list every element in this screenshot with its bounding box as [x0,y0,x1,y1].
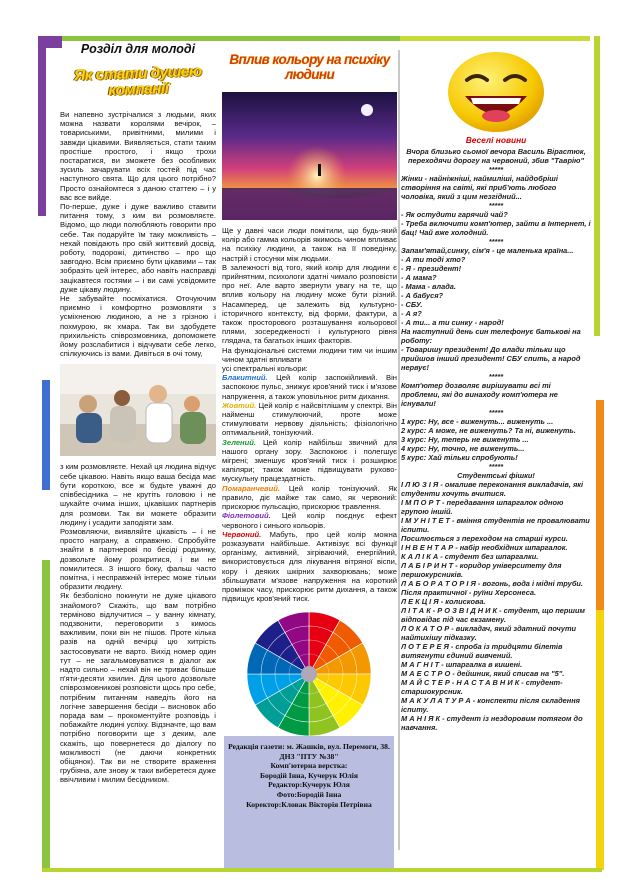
color-effect-text: Цей колір тонізуючий. Як правило, діє майже так само, як червоний: прискорює пульсацію, прискорює травлення. [222,483,397,512]
joke-line: Посилюється з переходом на старші курси. [401,534,568,543]
youth-article-paragraph: Розмовляючи, виявляйте цікавість – і не просто награну, а справжню. Спробуйте знайти в партнерові по бесіді родзинку, дозвольте йому розкритися, і ви не помилитеся. З іншого боку, фальш часто помітна, і несправжній інтерес може тільки образити людину. [60,526,216,592]
group-conversation-photo [60,364,216,456]
color-effect-item [222,401,397,438]
jokes-list [401,147,591,732]
joke-line: Л О Т Е Р Е Я - спроба із тридцяти білетів витягнути єдиний вивчений. [401,642,563,660]
color-effect-item [222,530,397,604]
joke-line: І Н В Е Н Т А Р - набір необхідних шпаргалок. [401,543,568,552]
joke-line: Комп'ютер дозволяє вирішувати всі ті проблеми, які до винаходу комп'ютера не існували! [401,381,558,408]
youth-article-column [60,40,216,870]
border-bar-left-green [42,560,50,870]
joke-line: - Товаришу президент! До влади тільки що прийшов інший президент! СБУ спить, а народ нервує! [401,345,581,372]
color-effect-name: Червоний. [222,529,262,539]
joke-line: Студентські фішки! [457,471,535,480]
jokes-column [401,40,591,870]
joke-line: І М П О Р Т - передавання шпаргалок одною групою іншій. [401,498,564,516]
credits-photo: Фото:Бородій Інна [276,789,342,799]
color-effect-text: Цей колір заспокійливий. Він заспокоює пульс, знижує кров'яний тиск і м'язове напруження, а також уповільнює ритм дихання. [222,373,397,401]
color-effect-name: Жовтий. [222,400,257,410]
credits-layout-label: Комп'ютерна верстка: [270,761,348,771]
color-effect-name: Помаранчевий. [222,483,281,493]
color-effect-item [222,438,397,484]
joke-line: І М У Н І Т Е Т - вміння студентів не провалювати іспити. [401,516,590,534]
joke-line: М А Г Н І Т - шпаргалка в кишені. [401,660,523,669]
border-bar-right-yellow [596,610,604,870]
joke-line: Л Е К Ц І Я - колискова. [401,597,486,606]
color-effect-item [222,484,397,512]
credits-address: Редакція газети: м. Жашків, вул. Перемоги, 38. ДНЗ "ПТУ №38" [228,742,390,761]
color-effect-text: Цей колір поєднує ефект червоного і синього кольорів. [222,511,397,530]
colorful-sunset-photo [222,92,397,220]
joke-line: 2 курс: А може, не виженуть? Та ні, виженуть. [401,426,576,435]
color-effect-name: Зелений. [222,437,257,447]
joke-line: Вчора близько сьомої вечора Василь Вірастюк, переходячи дорогу на червоний, збив "Таврію" [406,147,586,165]
color-wheel-center [301,666,317,682]
column-divider-2 [398,50,400,850]
joke-line: ***** [488,201,504,210]
joke-line: ***** [488,462,504,471]
color-effect-text: Мабуть, про цей колір можна розказувати найбільше. Активізує всі функції організму, активний, зігріваючий, енергійний, використовується для лікування вітряної віспи, кору і деяких шкірних захворювань; може збільшувати м'язове напруження на короткий проміжок часу, прискорює ритм дихання, а також підвищує кров'яний тиск. [222,529,397,604]
joke-line: - Мама - влада. [401,282,456,291]
border-bar-left-blue [42,380,50,490]
youth-article-paragraph: з ким розмовляєте. Нехай ця людина відчує себе цікавою. Навіть якщо ваша бесіда має бути короткою, все ж будьте уважні до співбесідника – не крутіть головою і не шукайте очима інших, цікавіших партнерів для розмови. Так ви можете образити людину і усадити заподіяти зам. [60,462,216,527]
color-effects-list [222,373,397,603]
joke-line: Л А Б І Р И Н Т - коридор університету для першокурсників. [401,561,562,579]
youth-article-paragraph: Ви напевно зустрічалися з людьми, яких можна назвати королями вечірок, – товариськими, привітними, милими і завжди цікавими. Виявляється, стати таким простіше простого, і якщо трохи постаратися, ви зможете без особливих зусиль зачарувати всіх гостей під час наступного свята. Що для цього потрібно? Просто ознайомтеся з даною статтею – і у вас все вийде. [60,110,216,202]
joke-line: 3 курс: Ну, теперь не виженуть ... [401,435,529,444]
joke-line: Жінки - найніжніші, наймиліші, найдобріші створіння на світі, які прибʼють любого чоловіка, який з цим незгідний... [401,174,558,201]
border-bar-right-orange [596,400,604,610]
joke-line: 1 курс: Ну, все - виженуть... виженуть ... [401,417,554,426]
joke-line: - А ти... а ти синку - народ! [401,318,504,327]
joke-line: М А К У Л А Т У Р А - конспекти після складення іспиту. [401,696,581,714]
joke-line: 5 курс: Хай тільки спробують! [401,453,518,462]
youth-article-headline: Як стати душею компанії [73,62,202,100]
credits-editor: Редактор:Кучерук Юля [268,780,350,790]
joke-line: - А я? [401,309,422,318]
joke-line: ***** [488,237,504,246]
editorial-credits [224,736,394,868]
joke-line: - Треба включити комп'ютер, зайти в Інтернет, і бац! Чай вже холодний. [401,219,591,237]
joke-line: 4 курс: Ну, точно, не виженуть... [401,444,525,453]
joke-line: - СБУ. [401,300,423,309]
joke-line: Л І Т А К - Р О З В І Д Н И К - студент, що першим відповідає під час екзамену. [401,606,585,624]
joke-line: - А ти тоді хто? [401,255,466,264]
laughing-smiley-icon [401,48,591,134]
joke-line: - Як остудити гарячий чай? [401,210,508,219]
joke-line: Л А Б О Р А Т О Р І Я - вогонь, вода і мідні труби. Після практичної - руїни Херсонеса. [401,579,583,597]
border-bar-right-green [594,36,600,336]
credits-layout-names: Бородій Інна, Кучерук Юлія [259,770,359,780]
color-effect-text: Цей колір найбільш звичний для нашого органу зору. Заспокоює і полегшує мігрені; зменшує кров'яний тиск і розширює капіляри; також може підвищувати рухово-мускульну працездатність. [222,437,397,484]
color-article-paragraph: усі спектральні кольори: [222,364,308,374]
color-article-paragraph: В залежності від того, який колір для людини є прийнятним, психологи здатні чимало розповісти про неї. Але варто звернути увагу на те, що вплив кольору на людину може бути різний. Насамперед, це залежить від культурно-історичного контексту, від форми, фактури, а також просторового розташування кольорової плями, зосередженості і культурного рівня глядача, та багатьох інших факторів. [222,262,397,346]
joke-line: - Я - президент! [401,264,462,273]
joke-line: К А Л І К А - студент без шпаргалки. [401,552,539,561]
color-effect-name: Блакитний. [222,373,268,383]
color-wheel-illustration [222,609,397,739]
joke-line: - А мама? [401,273,437,282]
color-article-paragraph: На функціональні системи людини тим чи іншим чином здатні впливати [222,345,397,364]
joke-line: ***** [488,165,504,174]
joke-line: Запам'ятай,синку, сім'я - це маленька країна... [401,246,574,255]
youth-article-paragraph: По-перше, дуже і дуже важливо ставити питання тому, з ким ви розмовляєте. Відомо, що люди полюбляють говорити про себе. Так подаруйте їм таку можливість – нехай повідають про свій життєвий досвід, роботу, подорожі, дитинство – про що завгодно. Всім приємно бути цікавими – так зобразіть цей інтерес, або навіть насправді зацікавтеся гостями – і ви самі усвідомите дуже цікаву людину. [60,202,216,294]
youth-article-paragraph: Не забувайте посміхатися. Оточуючим приємно і комфортно розмовляти з усміхненою людиною, а не з грізною і похмурою, як хмара. Так ви здобудете прихильність співрозмовника, допоможете йому розслабитися і відчувати себе легко, спілкуючись із вами. Дивіться в очі тому, [60,294,216,359]
color-effect-name: Фіолетовий. [222,511,271,521]
joke-line: І Л Ю З І Я - омаливе переконання викладачів, які студенти хочуть вчитися. [401,480,584,498]
joke-line: М А Н І Я К - студент із нездоровим потягом до навчання. [401,714,583,732]
color-effect-item [222,511,397,529]
credits-corrector: Коректор:Кловак Вікторія Петрівна [246,799,372,809]
joke-line: - А бабуся? [401,291,444,300]
youth-article-paragraph: Як безболісно покинути не дуже цікавого знайомого? Скажіть, що вам потрібно терміново відлучитися – у ванну кімнату, подзвонити, переговорити з кимось важливим, поки він не пішов. Проте кілька разів на одній вечірці цю хитрість застосовувати не варто. Вихід номер один тут – не загальмовуватися в діалог аж надто сильно – нехай він не триває більше п'яти-десяти хвилин. Для цього дозвольте співрозмовникові розповісти щось про себе, потрібним питанням наведіть його на логічне завершення бесіди – висновок або порада вам – прокоментуйте розповідь і побажайте людині успіху. Відзначте, що вам потрібно поговорити ще з деким, але скажіть, що повернетеся до діалогу по можливості (не даючи конкретних обіцянок). Так ви не створите враження грубіяна, але знову ж таки виберетеся дуже ввічливим і милим бесідником. [60,591,216,785]
color-article-headline: Вплив кольору на психіку людини [229,52,390,82]
border-bar-left-purple [38,36,46,216]
color-article-paragraph: Ще у давні часи люди помітили, що будь-який колір або гамма кольорів якимось чином впливає на психіку людини, а також на її поведінку, настрій і стосунки між людьми. [222,226,397,263]
joke-line: ***** [488,408,504,417]
joke-line: На наступний день син телефонує батькові на роботу: [401,327,581,345]
joke-line: М А Е С Т Р О - дейшник, який списав на "5". [401,669,565,678]
color-effect-text: Цей колір є найсвітлішим у спектрі. Він найменш стимулюючий, проте може стимулювати нервову діяльність; фізіологічно оптимальний, тонізуючий. [222,400,397,438]
jokes-title: Веселі новини [465,135,527,145]
joke-line: ***** [488,372,504,381]
joke-line: М А Й С Т Е Р - Н А С Т А В Н И К - студент-старшокурсник. [401,678,563,696]
color-effect-item [222,373,397,401]
section-rubric: Розділ для молоді [80,42,196,56]
joke-line: Л О К А Т О Р - викладач, який здатний почути найтихішу підказку. [401,624,577,642]
